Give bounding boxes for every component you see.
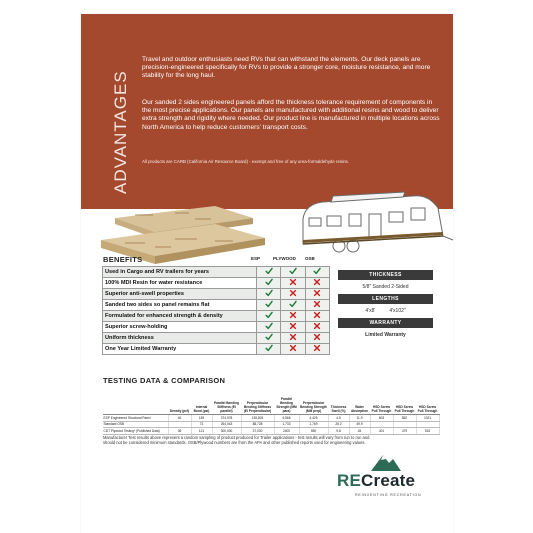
benefit-row (103, 267, 330, 278)
testing-cell: 49.9 (349, 421, 370, 428)
x-icon (281, 278, 305, 289)
x-icon (281, 333, 305, 344)
col-head-esp: ESP (251, 256, 261, 261)
thickness-heading: THICKNESS (338, 270, 433, 280)
check-icon (256, 344, 280, 355)
check-icon (256, 289, 280, 300)
benefit-row (103, 278, 330, 289)
x-icon (305, 289, 329, 300)
check-icon (281, 300, 305, 311)
testing-cell: 550 (299, 428, 328, 435)
testing-column-header: HSD Screw Pull Through (393, 387, 416, 415)
testing-cell: 37,000 (241, 428, 274, 435)
testing-column-header: Perpendicular Bending Strength (MM perp) (299, 387, 328, 415)
testing-cell: 1,733 (274, 421, 299, 428)
benefit-label: Sanded two sides so panel remains flat (103, 300, 257, 311)
product-specs (338, 270, 433, 342)
testing-column-header: Internal Bond (psi) (191, 387, 212, 415)
testing-cell: 300,000 (212, 428, 241, 435)
col-head-osb: OSB (305, 256, 315, 261)
testing-row-name: Standard OSB (103, 421, 168, 428)
benefit-row (103, 289, 330, 300)
testing-cell: 264,043 (212, 421, 241, 428)
testing-cell: 88,728 (241, 421, 274, 428)
check-icon (256, 267, 280, 278)
testing-cell: 73 (191, 421, 212, 428)
x-icon (281, 311, 305, 322)
testing-column-header: Water Absorption (349, 387, 370, 415)
benefit-label: 100% MDI Resin for water resistance (103, 278, 257, 289)
testing-cell: 121 (191, 428, 212, 435)
rv-trailer-illustration (293, 174, 453, 269)
testing-cell: 6,566 (274, 415, 299, 422)
benefit-row (103, 322, 330, 333)
col-head-plywood: PLYWOOD (273, 256, 296, 261)
thickness-value: 5/8" Sanded 2-Sided (362, 284, 409, 290)
benefit-row (103, 333, 330, 344)
check-icon (256, 322, 280, 333)
testing-cell: 9.8 (328, 428, 349, 435)
x-icon (305, 278, 329, 289)
benefit-label: Formulated for enhanced strength & density (103, 311, 257, 322)
testing-cell: 4.5 (328, 415, 349, 422)
testing-cell: 4,425 (299, 415, 328, 422)
x-icon (305, 333, 329, 344)
testing-cell: 479 (393, 428, 416, 435)
testing-column-header: Parallel Bending Strength (MM para) (274, 387, 299, 415)
benefit-label: Used in Cargo and RV trailers for years (103, 267, 257, 278)
testing-column-header: HSD Screw Pull Through (416, 387, 439, 415)
benefit-label: Superior anti-swell properties (103, 289, 257, 300)
testing-heading: TESTING DATA & COMPARISON (103, 376, 226, 385)
testing-cell: 1021 (416, 415, 439, 422)
testing-cell: 401 (370, 428, 393, 435)
testing-column-header: Parallel Bending Stiffness (EI parallel) (212, 387, 241, 415)
benefits-column-headers (251, 256, 331, 264)
x-icon (305, 311, 329, 322)
hero-paragraph-1: Travel and outdoor enthusiasts need RVs that can withstand the elements. Our deck panels are precision-engineered specifically for RVs to provide a stronger core, moisture resistance, and more stability for the long haul. (142, 56, 431, 80)
benefit-label: Uniform thickness (103, 333, 257, 344)
x-icon (305, 344, 329, 355)
check-icon (281, 267, 305, 278)
testing-cell: 135,803 (241, 415, 274, 422)
testing-cell: 374,978 (212, 415, 241, 422)
testing-row-name: ESP Engineered Structural Panel (103, 415, 168, 422)
hero-paragraph-2: Our sanded 2 sides engineered panels afford the thickness tolerance requirement of components in the most precise applications. Our panels are manufactured with additional resins and wood to deliver extra strength and rigidity where needed. Our product line is manufactured in multiple locations across North America to help reduce customers' transport costs. (142, 99, 440, 131)
lengths-heading: LENGTHS (338, 294, 433, 304)
advantages-vertical-title: ADVANTAGES (111, 70, 130, 194)
check-icon (256, 300, 280, 311)
benefit-row (103, 300, 330, 311)
length-b: 4'x102" (389, 308, 406, 314)
testing-row-name: CDT Plywood Testing* (Published Data) (103, 428, 168, 435)
testing-cell: 1,769 (299, 421, 328, 428)
benefit-row (103, 344, 330, 355)
benefits-heading: BENEFITS (103, 255, 143, 264)
testing-cell: 26.2 (328, 421, 349, 428)
x-icon (305, 300, 329, 311)
lengths-values (338, 304, 433, 318)
logo-wordmark: RECreate (337, 471, 416, 490)
check-icon (305, 267, 329, 278)
warranty-heading: WARRANTY (338, 318, 433, 328)
check-icon (256, 333, 280, 344)
benefit-label: Superior screw-holding (103, 322, 257, 333)
testing-cell: 852 (393, 415, 416, 422)
carb-note: All products are CARB (California Air Resource Board) - exempt and free of any urea-formaldehyde resins. (142, 159, 349, 164)
spec-sheet (81, 14, 453, 533)
x-icon (281, 289, 305, 300)
testing-cell: 45 (349, 428, 370, 435)
benefit-label: One Year Limited Warranty (103, 344, 257, 355)
benefits-table (102, 266, 330, 355)
testing-cell: 40 (168, 415, 191, 422)
testing-cell: 515 (416, 428, 439, 435)
logo-tagline: REINVENTING RECREATION (355, 493, 422, 497)
testing-column-header: Thickness Swell (%) (328, 387, 349, 415)
check-icon (256, 278, 280, 289)
testing-footnote: Manufacturer Test results above represent a random sampling of product produced for Trailer applications - test results will vary from run to run and should not be considered minimum standards. OSB/Plywood numbers are from the APA and other published reports used for engineering values. (103, 435, 370, 446)
testing-row (103, 428, 439, 435)
x-icon (281, 344, 305, 355)
testing-cell: 159 (191, 415, 212, 422)
testing-column-header: Perpendicular Bending Stiffness (EI Perpendicular) (241, 387, 274, 415)
mountain-logo-icon (371, 451, 401, 471)
testing-cell: 2400 (274, 428, 299, 435)
benefit-row (103, 311, 330, 322)
x-icon (281, 322, 305, 333)
warranty-value: Limited Warranty (365, 332, 406, 338)
check-icon (256, 311, 280, 322)
testing-header-row (103, 387, 439, 415)
testing-cell: 603 (370, 415, 393, 422)
testing-column-header: HSD Screw Pull Through (370, 387, 393, 415)
testing-column-header: Density (pcf) (168, 387, 191, 415)
length-a: 4'x8' (365, 308, 376, 314)
recreate-logo (313, 449, 443, 519)
testing-column-header (103, 387, 168, 415)
testing-cell: 36 (168, 428, 191, 435)
testing-table (103, 387, 440, 435)
x-icon (305, 322, 329, 333)
testing-cell: 11.9 (349, 415, 370, 422)
